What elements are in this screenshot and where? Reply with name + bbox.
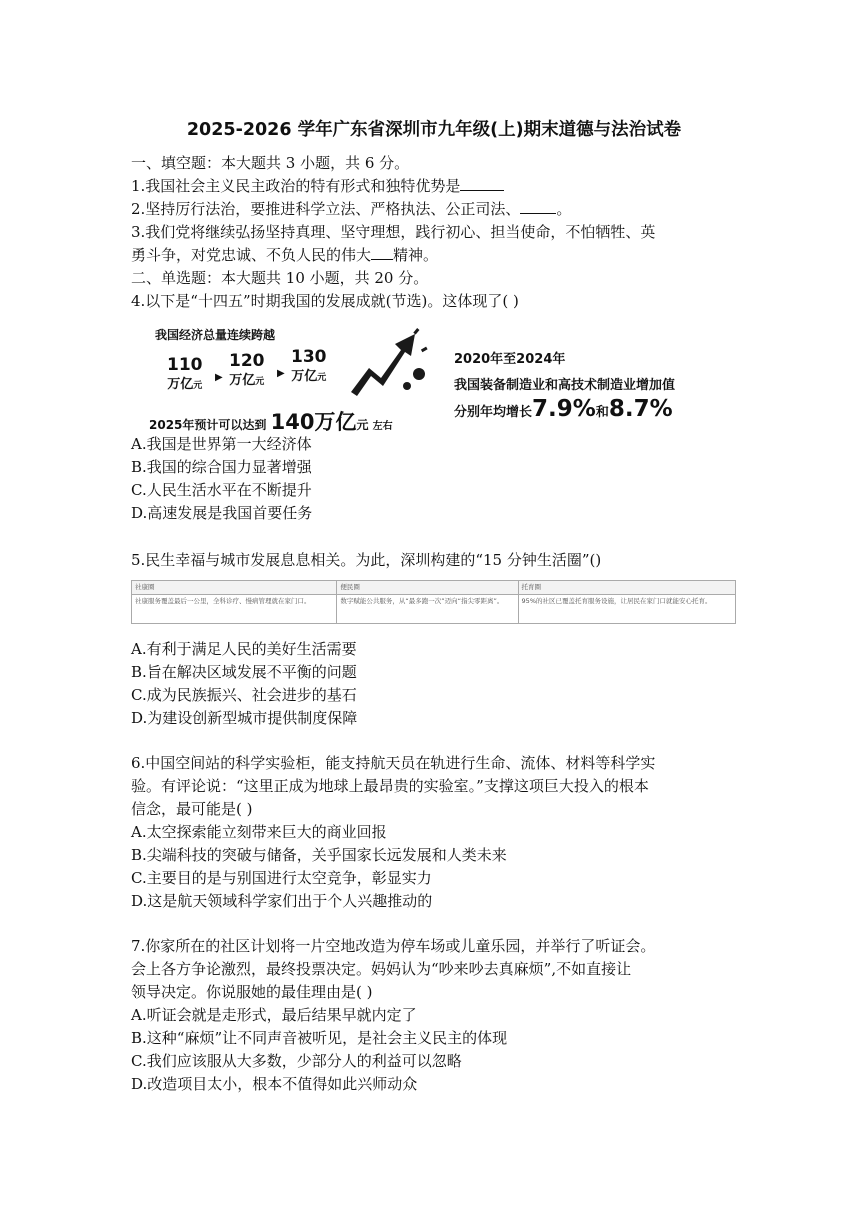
question-6-option-a: A.太空探索能立刻带来巨大的商业回报 <box>131 823 387 841</box>
forecast-line: 2025年预计可以达到 140万亿元 左右 <box>149 410 393 434</box>
growth-arrow-icon <box>349 328 431 398</box>
manufacturing-years: 2020年至2024年 <box>454 352 566 367</box>
question-3-tail: 精神。 <box>393 246 439 264</box>
page-title: 2025-2026 学年广东省深圳市九年级(上)期末道德与法治试卷 <box>186 120 682 140</box>
question-4-stem: 4.以下是“十四五”时期我国的发展成就(节选)。这体现了( ) <box>131 292 519 310</box>
table-header-row <box>132 581 736 595</box>
life-circle-table <box>131 580 736 624</box>
manufacturing-growth: 分别年均增长7.9%和8.7% <box>454 396 673 422</box>
question-7-option-b: B.这种“麻烦”让不同声音被听见，是社会主义民主的体现 <box>131 1029 508 1047</box>
question-5-option-a: A.有利于满足人民的美好生活需要 <box>131 640 357 658</box>
table-row <box>132 595 736 624</box>
answer-blank <box>371 245 393 260</box>
gdp-value-3: 130 万亿元 <box>291 347 327 384</box>
question-4-option-b: B.我国的综合国力显著增强 <box>131 458 312 476</box>
question-7-line-2: 会上各方争论激烈，最终投票决定。妈妈认为“吵来吵去真麻烦”,不如直接让 <box>131 960 632 978</box>
question-2-tail: 。 <box>556 200 572 218</box>
arrow-separator: ▶ <box>277 368 285 379</box>
question-7-line-3: 领导决定。你说服她的最佳理由是( ) <box>131 983 373 1001</box>
question-5-stem: 5.民生幸福与城市发展息息相关。为此，深圳构建的“15 分钟生活圈”() <box>131 551 602 569</box>
table-cell: 95%的社区已覆盖托育服务设施，让居民在家门口就能安心托育。 <box>518 595 735 624</box>
question-2-text: 2.坚持厉行法治，要推进科学立法、严格执法、公正司法、 <box>131 200 521 218</box>
question-1 <box>131 175 504 197</box>
table-header: 便民圈 <box>337 581 518 595</box>
question-7-line-1: 7.你家所在的社区计划将一片空地改造为停车场或儿童乐园，并举行了听证会。 <box>131 937 656 955</box>
economy-infographic <box>131 322 731 432</box>
gdp-value-2: 120 万亿元 <box>229 351 265 388</box>
table-header: 社康圈 <box>132 581 337 595</box>
question-2 <box>131 198 571 220</box>
question-6-line-1: 6.中国空间站的科学实验柜，能支持航天员在轨进行生命、流体、材料等科学实 <box>131 754 656 772</box>
question-6-option-c: C.主要目的是与别国进行太空竞争，彰显实力 <box>131 869 432 887</box>
answer-blank <box>460 176 504 191</box>
question-6-option-d: D.这是航天领域科学家们出于个人兴趣推动的 <box>131 892 433 910</box>
question-4-option-a: A.我国是世界第一大经济体 <box>131 435 312 453</box>
infographic-heading: 我国经济总量连续跨越 <box>155 328 276 342</box>
question-7-option-c: C.我们应该服从大多数，少部分人的利益可以忽略 <box>131 1052 462 1070</box>
answer-blank <box>520 199 556 214</box>
table-cell: 数字赋能公共服务，从“最多跑一次”迈向“指尖零距离”。 <box>337 595 518 624</box>
table-cell: 社康服务覆盖最后一公里，全科诊疗、慢病管理就在家门口。 <box>132 595 337 624</box>
question-4-option-d: D.高速发展是我国首要任务 <box>131 504 313 522</box>
question-5-option-d: D.为建设创新型城市提供制度保障 <box>131 709 358 727</box>
manufacturing-desc: 我国装备制造业和高技术制造业增加值 <box>454 378 676 393</box>
question-7-option-d: D.改造项目太小，根本不值得如此兴师动众 <box>131 1075 418 1093</box>
question-6-option-b: B.尖端科技的突破与储备，关乎国家长远发展和人类未来 <box>131 846 507 864</box>
question-3-text: 勇斗争，对党忠诚、不负人民的伟大 <box>131 246 372 264</box>
question-3-line-1: 3.我们党将继续弘扬坚持真理、坚守理想，践行初心、担当使命，不怕牺牲、英 <box>131 223 656 241</box>
question-5-option-b: B.旨在解决区域发展不平衡的问题 <box>131 663 357 681</box>
gdp-value-1: 110 万亿元 <box>167 355 203 392</box>
question-4-option-c: C.人民生活水平在不断提升 <box>131 481 312 499</box>
arrow-separator: ▶ <box>215 372 223 383</box>
question-6-line-3: 信念，最可能是( ) <box>131 800 253 818</box>
section-fill-heading: 一、填空题：本大题共 3 小题，共 6 分。 <box>131 154 410 172</box>
question-7-option-a: A.听证会就是走形式，最后结果早就内定了 <box>131 1006 417 1024</box>
question-6-line-2: 验。有评论说：“这里正成为地球上最昂贵的实验室。”支撑这项巨大投入的根本 <box>131 777 649 795</box>
table-header: 托育圈 <box>518 581 735 595</box>
question-1-text: 1.我国社会主义民主政治的特有形式和独特优势是 <box>131 177 461 195</box>
question-5-option-c: C.成为民族振兴、社会进步的基石 <box>131 686 357 704</box>
question-3-line-2 <box>131 244 438 266</box>
section-single-heading: 二、单选题：本大题共 10 小题，共 20 分。 <box>131 269 429 287</box>
